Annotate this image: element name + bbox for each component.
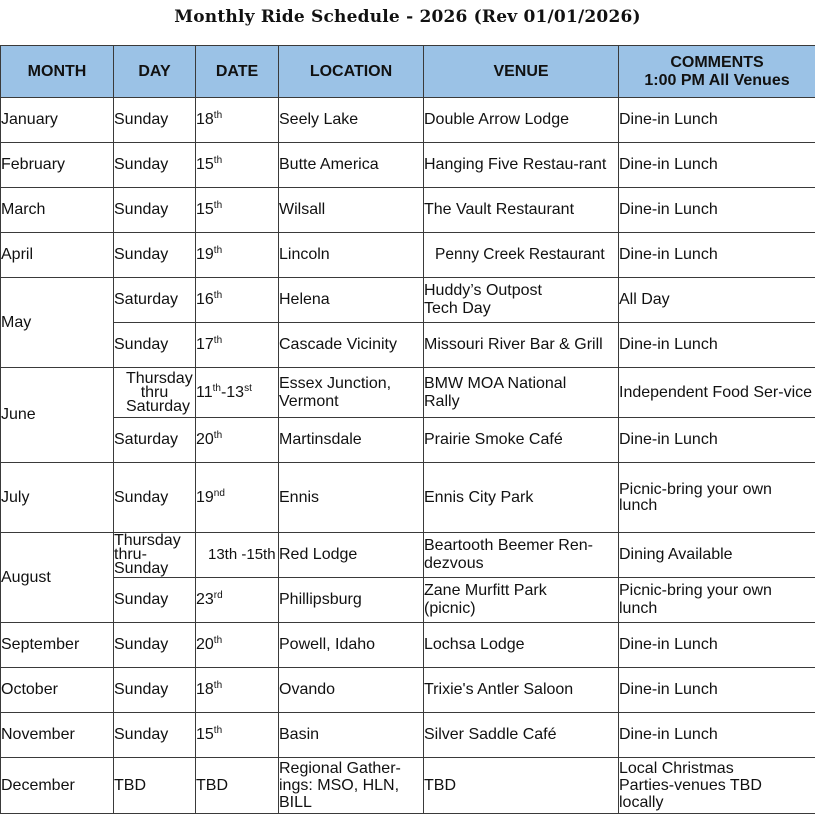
date-cell xyxy=(196,98,279,143)
day-cell: Sunday xyxy=(114,323,196,368)
location-cell: Phillipsburg xyxy=(279,578,424,623)
venue-cell: Double Arrow Lodge xyxy=(424,98,619,143)
date-suffix: th xyxy=(213,680,223,691)
header-row xyxy=(1,46,815,98)
date-suffix: rd xyxy=(213,590,223,601)
location-cell: Martinsdale xyxy=(279,418,424,463)
comments-cell: Dine-in Lunch xyxy=(619,98,815,143)
date-cell xyxy=(196,463,279,533)
location-cell: Essex Junction, Vermont xyxy=(279,368,424,418)
location-cell: Basin xyxy=(279,713,424,758)
date-suffix: th xyxy=(213,110,223,121)
header-comments-line2: 1:00 PM All Venues xyxy=(644,71,790,89)
table-row xyxy=(1,418,815,463)
date-cell xyxy=(196,623,279,668)
table-row xyxy=(1,233,815,278)
date-number: 20 xyxy=(196,636,214,653)
header-location: LOCATION xyxy=(279,46,424,98)
date-suffix: th xyxy=(212,382,221,394)
date-suffix: th xyxy=(213,245,223,256)
month-cell: August xyxy=(1,533,114,623)
location-cell: Seely Lake xyxy=(279,98,424,143)
header-comments-line1: COMMENTS xyxy=(670,53,764,71)
comments-cell: Dine-in Lunch xyxy=(619,323,815,368)
comments-cell: Picnic-bring your own lunch xyxy=(619,463,815,533)
venue-cell: Penny Creek Restaurant xyxy=(424,233,619,278)
table-row xyxy=(1,758,815,814)
day-cell: Sunday xyxy=(114,578,196,623)
day-cell: Saturday xyxy=(114,278,196,323)
location-cell: Powell, Idaho xyxy=(279,623,424,668)
location-cell: Ovando xyxy=(279,668,424,713)
table-row xyxy=(1,713,815,758)
venue-cell: Huddy’s Outpost Tech Day xyxy=(424,278,619,323)
header-comments xyxy=(619,46,815,98)
location-cell: Wilsall xyxy=(279,188,424,233)
day-cell: Sunday xyxy=(114,713,196,758)
date-suffix: th xyxy=(213,430,223,441)
month-cell: July xyxy=(1,463,114,533)
comments-cell: All Day xyxy=(619,278,815,323)
venue-cell: Missouri River Bar & Grill xyxy=(424,323,619,368)
date-cell xyxy=(196,578,279,623)
date-number: 19 xyxy=(196,246,214,263)
date-cell xyxy=(196,278,279,323)
ride-schedule-table xyxy=(0,45,815,814)
comments-cell: Dine-in Lunch xyxy=(619,233,815,278)
table-row xyxy=(1,578,815,623)
venue-cell: Zane Murfitt Park (picnic) xyxy=(424,578,619,623)
venue-cell: Prairie Smoke Café xyxy=(424,418,619,463)
date-suffix: nd xyxy=(213,487,225,499)
month-cell: December xyxy=(1,758,114,814)
comments-cell: Local Christmas Parties-venues TBD locally xyxy=(619,758,815,814)
date-end-number: -13 xyxy=(220,383,245,401)
venue-cell: TBD xyxy=(424,758,619,814)
comments-cell: Dine-in Lunch xyxy=(619,143,815,188)
day-cell: Thursday thru Saturday xyxy=(114,368,196,418)
location-cell: Ennis xyxy=(279,463,424,533)
venue-cell: The Vault Restaurant xyxy=(424,188,619,233)
location-cell: Red Lodge xyxy=(279,533,424,578)
date-cell xyxy=(196,323,279,368)
table-row xyxy=(1,278,815,323)
day-cell: TBD xyxy=(114,758,196,814)
location-cell: Regional Gather-ings: MSO, HLN, BILL xyxy=(279,758,424,814)
comments-cell: Dine-in Lunch xyxy=(619,623,815,668)
day-cell: Sunday xyxy=(114,143,196,188)
venue-cell: Beartooth Beemer Ren-dezvous xyxy=(424,533,619,578)
venue-cell: Trixie's Antler Saloon xyxy=(424,668,619,713)
date-number: 18 xyxy=(196,681,214,698)
day-cell: Sunday xyxy=(114,623,196,668)
comments-cell: Dine-in Lunch xyxy=(619,188,815,233)
comments-cell: Picnic-bring your own lunch xyxy=(619,578,815,623)
comments-cell: Independent Food Ser-vice xyxy=(619,368,815,418)
venue-cell: Ennis City Park xyxy=(424,463,619,533)
date-cell xyxy=(196,188,279,233)
venue-cell: Lochsa Lodge xyxy=(424,623,619,668)
day-cell: Saturday xyxy=(114,418,196,463)
day-cell: Sunday xyxy=(114,668,196,713)
date-number: 11 xyxy=(196,383,213,401)
date-suffix: th xyxy=(213,200,223,211)
date-cell xyxy=(196,668,279,713)
header-venue: VENUE xyxy=(424,46,619,98)
comments-cell: Dining Available xyxy=(619,533,815,578)
date-suffix: th xyxy=(213,290,223,301)
date-number: 15 xyxy=(196,726,214,743)
table-row xyxy=(1,623,815,668)
month-cell: April xyxy=(1,233,114,278)
day-cell: Sunday xyxy=(114,188,196,233)
comments-cell: Dine-in Lunch xyxy=(619,418,815,463)
date-number: 18 xyxy=(196,111,214,128)
venue-cell: Hanging Five Restau-rant xyxy=(424,143,619,188)
venue-cell: Silver Saddle Café xyxy=(424,713,619,758)
date-suffix: th xyxy=(213,335,223,346)
venue-cell: BMW MOA National Rally xyxy=(424,368,619,418)
table-row xyxy=(1,463,815,533)
date-number: 16 xyxy=(196,291,214,308)
day-cell: Sunday xyxy=(114,463,196,533)
header-day: DAY xyxy=(114,46,196,98)
table-row xyxy=(1,368,815,418)
table-row xyxy=(1,98,815,143)
table-row xyxy=(1,668,815,713)
month-cell: November xyxy=(1,713,114,758)
date-cell xyxy=(196,713,279,758)
comments-cell: Dine-in Lunch xyxy=(619,668,815,713)
date-cell: 13th -15th xyxy=(196,533,279,578)
date-cell: TBD xyxy=(196,758,279,814)
page-title: Monthly Ride Schedule - 2026 (Rev 01/01/2026) xyxy=(174,7,641,27)
month-cell: June xyxy=(1,368,114,463)
month-cell: January xyxy=(1,98,114,143)
date-cell xyxy=(196,418,279,463)
table-row xyxy=(1,533,815,578)
date-suffix: th xyxy=(213,155,223,166)
day-cell: Sunday xyxy=(114,233,196,278)
day-cell: Sunday xyxy=(114,98,196,143)
location-cell: Helena xyxy=(279,278,424,323)
date-number: 15 xyxy=(196,156,214,173)
month-cell: May xyxy=(1,278,114,368)
month-cell: October xyxy=(1,668,114,713)
location-cell: Cascade Vicinity xyxy=(279,323,424,368)
date-number: 20 xyxy=(196,431,214,448)
month-cell: September xyxy=(1,623,114,668)
date-number: 17 xyxy=(196,336,214,353)
date-number: 23 xyxy=(196,591,214,608)
table-row xyxy=(1,323,815,368)
comments-cell: Dine-in Lunch xyxy=(619,713,815,758)
header-date: DATE xyxy=(196,46,279,98)
date-number: 19 xyxy=(196,488,214,506)
month-cell: March xyxy=(1,188,114,233)
month-cell: February xyxy=(1,143,114,188)
date-number: 15 xyxy=(196,201,214,218)
table-row xyxy=(1,143,815,188)
date-suffix: th xyxy=(213,725,223,736)
date-suffix: th xyxy=(213,635,223,646)
date-cell xyxy=(196,143,279,188)
date-cell xyxy=(196,233,279,278)
date-cell xyxy=(196,368,279,418)
table-row xyxy=(1,188,815,233)
location-cell: Butte America xyxy=(279,143,424,188)
header-month: MONTH xyxy=(1,46,114,98)
date-end-suffix: st xyxy=(244,382,252,394)
day-cell: Thursday thru-Sunday xyxy=(114,533,196,578)
location-cell: Lincoln xyxy=(279,233,424,278)
